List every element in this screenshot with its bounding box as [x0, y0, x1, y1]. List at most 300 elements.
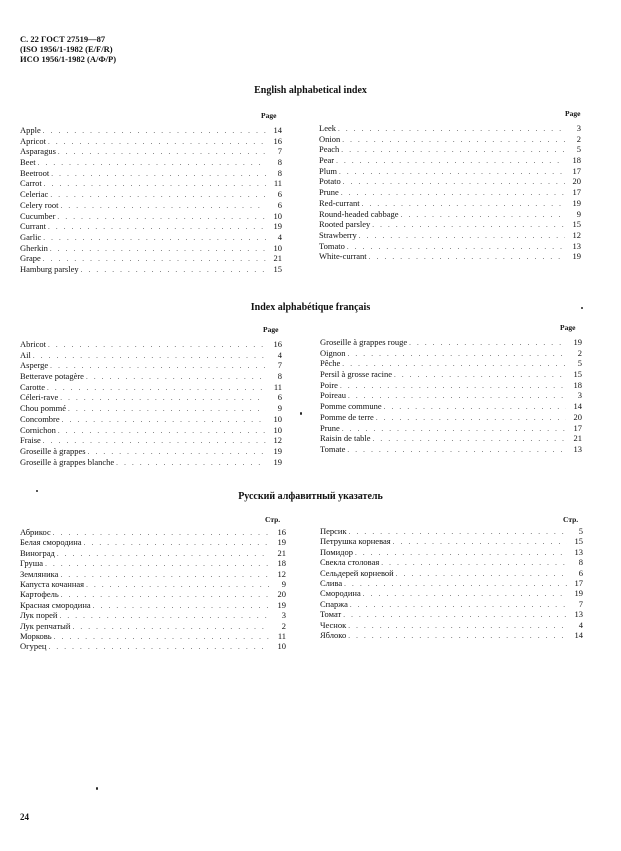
- entry-name: Pêche: [320, 358, 341, 369]
- index-entry: [20, 189, 282, 200]
- entry-name: Betterave potagère: [20, 371, 84, 382]
- entry-name: Pear: [319, 155, 335, 166]
- entry-page: 11: [273, 381, 282, 392]
- entry-page: 4: [277, 349, 282, 360]
- entry-name: Помидор: [320, 546, 353, 557]
- dot-leader: [347, 242, 565, 253]
- entry-name: Apricot: [20, 135, 46, 146]
- entry-page: 6: [578, 567, 583, 578]
- entry-name: Currant: [20, 221, 46, 232]
- entry-name: Картофель: [20, 589, 59, 600]
- entry-page: 17: [573, 422, 582, 433]
- entry-page: 19: [574, 588, 583, 599]
- entry-page: 15: [574, 536, 583, 547]
- entry-page: 7: [277, 360, 282, 371]
- index-entry: [20, 435, 282, 446]
- dot-leader: [348, 349, 567, 360]
- entry-page: 17: [572, 165, 581, 176]
- index-entry: [320, 380, 582, 391]
- scan-speck: [581, 307, 583, 309]
- russian-right-page-label: Стр.: [563, 515, 579, 524]
- entry-page: 19: [277, 537, 286, 548]
- entry-name: Tomato: [319, 240, 345, 251]
- entry-name: Лук порей: [20, 610, 58, 621]
- dot-leader: [50, 190, 266, 201]
- entry-name: Peach: [319, 144, 340, 155]
- dot-leader: [341, 188, 565, 199]
- dot-leader: [339, 167, 565, 178]
- entry-name: Carrot: [20, 178, 42, 189]
- entry-name: Prune: [320, 422, 340, 433]
- entry-page: 10: [273, 413, 282, 424]
- dot-leader: [396, 569, 567, 579]
- entry-page: 14: [574, 629, 583, 640]
- entry-name: Poire: [320, 379, 338, 390]
- dot-leader: [59, 611, 270, 621]
- index-entry: [320, 557, 583, 567]
- entry-page: 13: [573, 443, 582, 454]
- index-entry: [319, 219, 581, 230]
- dot-leader: [343, 177, 565, 188]
- french-left-column: [20, 339, 282, 467]
- french-left-page-label: Page: [263, 325, 279, 334]
- entry-page: 3: [577, 390, 582, 401]
- dot-leader: [60, 201, 266, 212]
- entry-name: Groseille à grappes: [20, 445, 86, 456]
- dot-leader: [48, 222, 266, 233]
- entry-name: Grape: [20, 253, 41, 264]
- dot-leader: [53, 528, 270, 538]
- dot-leader: [58, 426, 266, 437]
- entry-name: Leek: [319, 123, 336, 133]
- index-entry: [20, 414, 282, 425]
- dot-leader: [72, 622, 270, 632]
- entry-page: 6: [277, 189, 282, 200]
- index-entry: [20, 360, 282, 371]
- entry-name: Смородина: [320, 588, 361, 599]
- entry-page: 20: [277, 589, 286, 600]
- entry-page: 7: [277, 146, 282, 157]
- dot-leader: [54, 632, 270, 642]
- entry-name: Слива: [320, 577, 343, 588]
- entry-page: 5: [576, 144, 581, 155]
- entry-name: Beetroot: [20, 167, 50, 178]
- entry-page: 2: [281, 620, 286, 631]
- index-entry: [319, 251, 581, 262]
- entry-page: 16: [273, 339, 282, 349]
- dot-leader: [62, 415, 266, 426]
- entry-page: 14: [273, 125, 282, 135]
- dot-leader: [348, 621, 567, 631]
- dot-leader: [43, 233, 266, 244]
- index-entry: [20, 211, 282, 222]
- entry-page: 16: [273, 135, 282, 146]
- entry-page: 10: [273, 210, 282, 221]
- entry-page: 17: [572, 187, 581, 198]
- entry-page: 15: [273, 263, 282, 274]
- index-entry: [320, 337, 582, 348]
- index-entry: [20, 446, 282, 457]
- index-entry: [20, 243, 282, 254]
- dot-leader: [58, 147, 266, 158]
- index-entry: [20, 253, 282, 264]
- index-entry: [320, 578, 583, 588]
- index-entry: [320, 526, 583, 536]
- entry-name: Ail: [20, 349, 31, 360]
- dot-leader: [340, 381, 566, 392]
- entry-name: Tomate: [320, 443, 346, 454]
- entry-name: Сельдерей корневой: [320, 567, 394, 578]
- entry-page: 19: [273, 445, 282, 456]
- entry-page: 19: [573, 337, 582, 347]
- entry-page: 19: [572, 197, 581, 208]
- french-index-title: Index alphabétique français: [250, 302, 371, 313]
- index-entry: [320, 348, 582, 359]
- entry-name: Виноград: [20, 547, 55, 558]
- english-left-column: [20, 125, 282, 275]
- index-entry: [319, 166, 581, 177]
- entry-page: 3: [576, 123, 581, 133]
- entry-name: Onion: [319, 133, 341, 144]
- index-entry: [20, 168, 282, 179]
- entry-name: Морковь: [20, 630, 52, 641]
- entry-page: 5: [578, 526, 583, 536]
- entry-name: Cornichon: [20, 424, 56, 435]
- entry-name: Garlic: [20, 231, 42, 242]
- document-header: [20, 34, 116, 64]
- index-entry: [320, 423, 582, 434]
- entry-page: 8: [578, 557, 583, 568]
- index-entry: [320, 390, 582, 401]
- dot-leader: [381, 558, 567, 568]
- index-entry: [319, 176, 581, 187]
- entry-page: 5: [577, 358, 582, 369]
- dot-leader: [342, 424, 566, 435]
- index-entry: [20, 631, 286, 641]
- entry-name: Céleri-rave: [20, 392, 59, 403]
- entry-page: 18: [573, 379, 582, 390]
- index-entry: [320, 620, 583, 630]
- entry-page: 15: [573, 369, 582, 380]
- entry-name: Лук репчатый: [20, 620, 71, 631]
- entry-page: 20: [572, 176, 581, 187]
- dot-leader: [355, 548, 567, 558]
- dot-leader: [48, 340, 266, 351]
- entry-page: 10: [277, 641, 286, 652]
- index-entry: [20, 579, 286, 589]
- entry-name: Strawberry: [319, 229, 357, 240]
- entry-page: 18: [572, 155, 581, 166]
- entry-page: 2: [577, 347, 582, 358]
- entry-page: 8: [277, 157, 282, 168]
- index-entry: [20, 392, 282, 403]
- dot-leader: [33, 351, 266, 362]
- index-entry: [20, 403, 282, 414]
- header-line-3: ИСО 1956/1-1982 (А/Ф/Р): [20, 54, 117, 64]
- dot-leader: [336, 156, 565, 167]
- entry-page: 12: [273, 435, 282, 446]
- dot-leader: [86, 580, 270, 590]
- russian-left-column: [20, 527, 286, 652]
- index-entry: [20, 527, 286, 537]
- entry-name: Red-currant: [319, 197, 360, 208]
- index-entry: [320, 588, 583, 598]
- entry-name: Chou pommé: [20, 403, 67, 414]
- index-entry: [20, 232, 282, 243]
- entry-name: Чеснок: [320, 619, 347, 630]
- dot-leader: [342, 135, 565, 146]
- dot-leader: [350, 600, 567, 610]
- index-entry: [319, 209, 581, 220]
- dot-leader: [48, 642, 270, 652]
- index-entry: [20, 641, 286, 651]
- dot-leader: [60, 393, 266, 404]
- index-entry: [20, 339, 282, 350]
- entry-name: Concombre: [20, 413, 60, 424]
- entry-name: Персик: [320, 526, 347, 536]
- page-number: 24: [20, 812, 29, 822]
- entry-page: 12: [572, 229, 581, 240]
- entry-name: Poireau: [320, 390, 346, 401]
- entry-name: Prune: [319, 187, 339, 198]
- entry-name: Asparagus: [20, 146, 56, 157]
- entry-page: 7: [578, 598, 583, 609]
- dot-leader: [376, 413, 566, 424]
- russian-right-column: [320, 526, 583, 640]
- dot-leader: [81, 265, 266, 276]
- index-entry: [20, 382, 282, 393]
- index-entry: [319, 155, 581, 166]
- index-entry: [320, 358, 582, 369]
- entry-page: 9: [281, 578, 286, 589]
- dot-leader: [338, 124, 565, 135]
- entry-name: Петрушка корневая: [320, 536, 391, 547]
- entry-name: Яблоко: [320, 629, 347, 640]
- dot-leader: [86, 372, 266, 383]
- dot-leader: [68, 404, 266, 415]
- dot-leader: [347, 445, 566, 456]
- entry-name: Pomme commune: [320, 401, 382, 412]
- dot-leader: [348, 631, 567, 641]
- entry-name: Томат: [320, 609, 342, 620]
- dot-leader: [363, 589, 567, 599]
- scan-speck: [300, 412, 302, 415]
- entry-page: 8: [277, 371, 282, 382]
- dot-leader: [372, 220, 565, 231]
- index-entry: [320, 547, 583, 557]
- dot-leader: [38, 158, 266, 169]
- index-entry: [319, 198, 581, 209]
- entry-page: 15: [572, 219, 581, 230]
- index-entry: [20, 125, 282, 136]
- index-entry: [320, 630, 583, 640]
- dot-leader: [394, 370, 566, 381]
- entry-page: 13: [572, 240, 581, 251]
- entry-name: White-currant: [319, 251, 367, 262]
- french-right-column: [320, 337, 582, 455]
- index-entry: [320, 412, 582, 423]
- entry-name: Potato: [319, 176, 341, 187]
- russian-index-title: Русский алфавитный указатель: [238, 491, 383, 502]
- index-entry: [320, 536, 583, 546]
- dot-leader: [50, 244, 266, 255]
- entry-name: Груша: [20, 558, 44, 569]
- scan-speck: [96, 787, 98, 790]
- dot-leader: [409, 338, 566, 349]
- english-right-page-label: Page: [565, 109, 581, 118]
- entry-page: 19: [572, 251, 581, 262]
- entry-name: Abricot: [20, 339, 46, 349]
- entry-page: 9: [277, 403, 282, 414]
- entry-name: Gherkin: [20, 242, 48, 253]
- header-line-1: С. 22 ГОСТ 27519—87: [20, 34, 106, 44]
- entry-name: Спаржа: [320, 598, 348, 609]
- entry-page: 2: [576, 133, 581, 144]
- entry-name: Celery root: [20, 199, 59, 210]
- dot-leader: [57, 212, 266, 223]
- index-entry: [20, 350, 282, 361]
- entry-page: 10: [273, 242, 282, 253]
- entry-name: Persil à grosse racine: [320, 369, 392, 380]
- entry-page: 21: [277, 547, 286, 558]
- entry-page: 17: [574, 577, 583, 588]
- index-entry: [320, 568, 583, 578]
- dot-leader: [393, 537, 567, 547]
- index-entry: [20, 425, 282, 436]
- index-entry: [20, 558, 286, 568]
- dot-leader: [60, 570, 270, 580]
- entry-page: 21: [573, 433, 582, 444]
- entry-page: 21: [273, 253, 282, 264]
- entry-name: Fraise: [20, 435, 41, 446]
- entry-page: 13: [574, 546, 583, 557]
- index-entry: [20, 371, 282, 382]
- dot-leader: [47, 383, 266, 394]
- index-entry: [319, 144, 581, 155]
- header-line-2: (ISO 1956/1-1982 (E/F/R): [20, 44, 113, 54]
- dot-leader: [344, 579, 567, 589]
- entry-name: Земляника: [20, 568, 59, 579]
- index-entry: [319, 134, 581, 145]
- dot-leader: [84, 538, 270, 548]
- dot-leader: [343, 610, 567, 620]
- english-left-page-label: Page: [261, 111, 277, 120]
- entry-name: Groseille à grappes blanche: [20, 456, 115, 467]
- entry-page: 3: [281, 610, 286, 621]
- index-entry: [319, 123, 581, 134]
- entry-page: 19: [273, 456, 282, 467]
- index-entry: [20, 136, 282, 147]
- index-entry: [320, 433, 582, 444]
- dot-leader: [373, 434, 566, 445]
- index-entry: [20, 200, 282, 211]
- index-entry: [20, 610, 286, 620]
- dot-leader: [48, 137, 266, 148]
- index-entry: [320, 444, 582, 455]
- index-entry: [20, 600, 286, 610]
- entry-name: Свекла столовая: [320, 557, 380, 568]
- index-entry: [20, 221, 282, 232]
- entry-name: Огурец: [20, 641, 47, 652]
- dot-leader: [359, 231, 565, 242]
- index-entry: [320, 599, 583, 609]
- index-entry: [20, 457, 282, 468]
- entry-name: Капуста кочанная: [20, 578, 85, 589]
- dot-leader: [93, 601, 270, 611]
- entry-page: 11: [277, 630, 286, 641]
- dot-leader: [57, 549, 270, 559]
- english-right-column: [319, 123, 581, 262]
- entry-name: Oignon: [320, 347, 346, 358]
- entry-page: 6: [277, 392, 282, 403]
- entry-page: 16: [277, 527, 286, 537]
- index-entry: [20, 157, 282, 168]
- entry-page: 20: [573, 411, 582, 422]
- index-entry: [320, 609, 583, 619]
- entry-page: 11: [273, 178, 282, 189]
- entry-page: 13: [574, 609, 583, 620]
- entry-page: 10: [273, 424, 282, 435]
- dot-leader: [45, 559, 270, 569]
- entry-name: Apple: [20, 125, 41, 135]
- entry-page: 19: [273, 221, 282, 232]
- entry-name: Красная смородина: [20, 599, 91, 610]
- entry-name: Cucumber: [20, 210, 56, 221]
- french-right-page-label: Page: [560, 323, 576, 332]
- dot-leader: [44, 179, 266, 190]
- dot-leader: [43, 126, 266, 137]
- index-entry: [319, 241, 581, 252]
- index-entry: [319, 230, 581, 241]
- entry-page: 8: [277, 167, 282, 178]
- entry-page: 18: [277, 558, 286, 569]
- entry-page: 12: [277, 568, 286, 579]
- entry-page: 4: [277, 231, 282, 242]
- index-entry: [20, 589, 286, 599]
- index-entry: [320, 401, 582, 412]
- dot-leader: [401, 210, 565, 221]
- index-entry: [20, 537, 286, 547]
- index-entry: [20, 569, 286, 579]
- entry-name: Hamburg parsley: [20, 263, 79, 274]
- english-index-title: English alphabetical index: [254, 85, 367, 96]
- entry-name: Абрикос: [20, 527, 51, 537]
- entry-name: Белая смородина: [20, 537, 82, 548]
- index-entry: [20, 548, 286, 558]
- entry-page: 6: [277, 199, 282, 210]
- dot-leader: [369, 252, 565, 263]
- index-entry: [319, 187, 581, 198]
- entry-page: 9: [576, 208, 581, 219]
- index-entry: [20, 621, 286, 631]
- russian-left-page-label: Стр.: [265, 515, 281, 524]
- entry-name: Asperge: [20, 360, 49, 371]
- entry-page: 14: [573, 401, 582, 412]
- scan-speck: [36, 490, 38, 492]
- index-entry: [320, 369, 582, 380]
- index-entry: [20, 146, 282, 157]
- entry-name: Celeriac: [20, 189, 49, 200]
- dot-leader: [384, 402, 566, 413]
- entry-name: Round-headed cabbage: [319, 208, 399, 219]
- entry-name: Groseille à grappes rouge: [320, 337, 408, 347]
- entry-name: Beet: [20, 157, 36, 168]
- entry-page: 4: [578, 619, 583, 630]
- dot-leader: [51, 169, 266, 180]
- index-entry: [20, 178, 282, 189]
- entry-name: Raisin de table: [320, 433, 371, 444]
- dot-leader: [116, 458, 266, 469]
